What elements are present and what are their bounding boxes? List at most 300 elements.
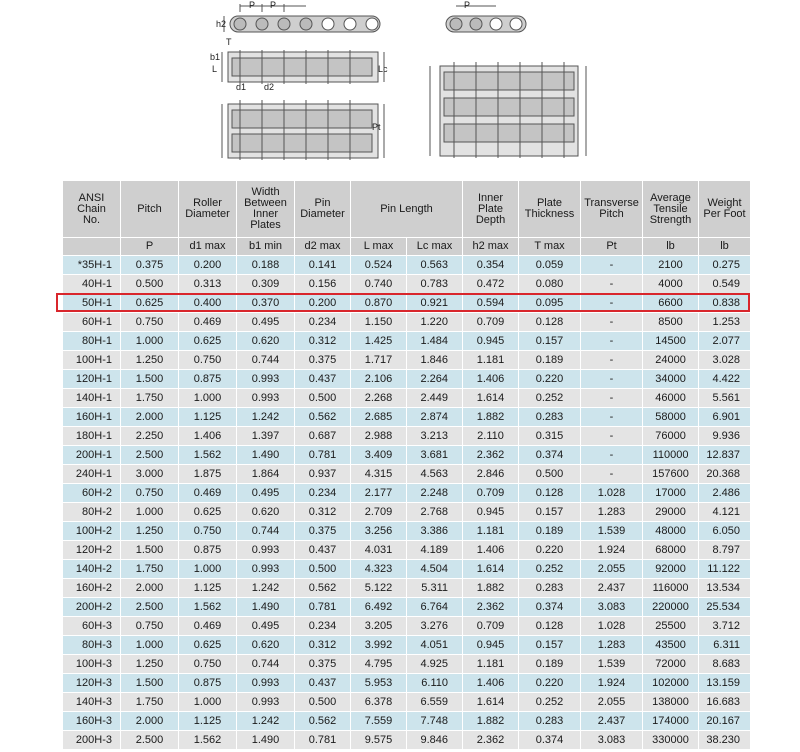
table-cell: 157600 [643, 465, 699, 484]
table-cell: 160H-3 [63, 712, 121, 731]
table-cell: 0.562 [295, 408, 351, 427]
table-row [63, 351, 751, 370]
table-cell: 110000 [643, 446, 699, 465]
table-cell: 1.406 [463, 370, 519, 389]
symbol-cell [63, 238, 121, 256]
table-cell: 1.882 [463, 579, 519, 598]
table-cell: 0.252 [519, 389, 581, 408]
table-cell: 6600 [643, 294, 699, 313]
table-cell: 0.744 [237, 655, 295, 674]
symbol-cell: h2 max [463, 238, 519, 256]
table-cell: 3.386 [407, 522, 463, 541]
table-cell: 0.312 [295, 503, 351, 522]
table-cell: 160H-1 [63, 408, 121, 427]
table-cell: 3.992 [351, 636, 407, 655]
symbol-row [63, 238, 751, 256]
table-cell: 0.562 [295, 712, 351, 731]
table-cell: 6.492 [351, 598, 407, 617]
header-cell: Average Tensile Strength [643, 181, 699, 238]
table-row [63, 256, 751, 275]
symbol-cell: b1 min [237, 238, 295, 256]
table-row [63, 579, 751, 598]
table-cell: 0.875 [179, 370, 237, 389]
table-cell: 1.242 [237, 712, 295, 731]
table-cell: 0.620 [237, 636, 295, 655]
table-cell: 1.028 [581, 484, 643, 503]
table-cell: 0.993 [237, 389, 295, 408]
table-cell: 120H-3 [63, 674, 121, 693]
table-cell: 0.469 [179, 617, 237, 636]
table-cell: 0.354 [463, 256, 519, 275]
table-cell: 29000 [643, 503, 699, 522]
table-cell: - [581, 294, 643, 313]
table-cell: 0.400 [179, 294, 237, 313]
table-cell: 43500 [643, 636, 699, 655]
table-row [63, 674, 751, 693]
table-cell: 0.312 [295, 332, 351, 351]
table-cell: 60H-3 [63, 617, 121, 636]
table-cell: 6.559 [407, 693, 463, 712]
table-cell: 1.924 [581, 541, 643, 560]
dim-label-d2: d2 [264, 82, 275, 92]
table-cell: 2.874 [407, 408, 463, 427]
table-cell: - [581, 446, 643, 465]
table-cell: - [581, 408, 643, 427]
triple-chain-side-view [446, 6, 526, 32]
table-cell: 0.993 [237, 560, 295, 579]
table-cell: 0.921 [407, 294, 463, 313]
dim-label-p1: P [249, 0, 256, 10]
table-cell: 4.189 [407, 541, 463, 560]
symbol-cell: L max [351, 238, 407, 256]
table-cell: 1.562 [179, 446, 237, 465]
table-cell: 0.437 [295, 674, 351, 693]
table-cell: 25500 [643, 617, 699, 636]
table-cell: 2.486 [699, 484, 751, 503]
table-cell: 4.504 [407, 560, 463, 579]
table-cell: 0.189 [519, 522, 581, 541]
table-row [63, 294, 751, 313]
single-chain-side-view [224, 4, 380, 32]
chain-diagrams [0, 0, 800, 176]
table-cell: 0.437 [295, 541, 351, 560]
table-cell: 0.375 [295, 351, 351, 370]
table-cell: 0.309 [237, 275, 295, 294]
table-cell: 100H-1 [63, 351, 121, 370]
header-cell: Transverse Pitch [581, 181, 643, 238]
table-row [63, 427, 751, 446]
table-cell: 2.177 [351, 484, 407, 503]
table-cell: 2.768 [407, 503, 463, 522]
table-cell: 0.128 [519, 617, 581, 636]
table-cell: 1.924 [581, 674, 643, 693]
table-row [63, 332, 751, 351]
table-cell: 138000 [643, 693, 699, 712]
table-cell: 140H-3 [63, 693, 121, 712]
table-cell: 1.253 [699, 313, 751, 332]
table-row [63, 503, 751, 522]
table-cell: 5.953 [351, 674, 407, 693]
table-cell: 0.283 [519, 408, 581, 427]
table-cell: 0.283 [519, 712, 581, 731]
table-row [63, 541, 751, 560]
table-cell: 0.200 [295, 294, 351, 313]
table-cell: 0.495 [237, 484, 295, 503]
table-cell: 0.500 [519, 465, 581, 484]
header-row [63, 181, 751, 238]
table-cell: 0.750 [179, 351, 237, 370]
table-cell: 0.781 [295, 598, 351, 617]
table-cell: 34000 [643, 370, 699, 389]
header-cell: ANSI Chain No. [63, 181, 121, 238]
table-cell: 1.125 [179, 712, 237, 731]
table-cell: 1.406 [463, 541, 519, 560]
table-cell: 180H-1 [63, 427, 121, 446]
table-cell: *35H-1 [63, 256, 121, 275]
table-cell: 100H-2 [63, 522, 121, 541]
table-cell: 0.080 [519, 275, 581, 294]
table-cell: 5.561 [699, 389, 751, 408]
table-cell: 3.028 [699, 351, 751, 370]
table-cell: 5.311 [407, 579, 463, 598]
table-cell: 20.368 [699, 465, 751, 484]
table-cell: 0.283 [519, 579, 581, 598]
table-row [63, 731, 751, 750]
chain-spec-table [62, 180, 751, 750]
table-cell: 0.838 [699, 294, 751, 313]
table-cell: 0.993 [237, 693, 295, 712]
table-cell: 0.312 [295, 636, 351, 655]
table-cell: 3.681 [407, 446, 463, 465]
table-cell: 0.500 [121, 275, 179, 294]
table-cell: 0.374 [519, 598, 581, 617]
table-cell: 0.472 [463, 275, 519, 294]
table-cell: 1.150 [351, 313, 407, 332]
table-cell: 0.740 [351, 275, 407, 294]
table-cell: 2.000 [121, 712, 179, 731]
table-cell: 100H-3 [63, 655, 121, 674]
table-cell: - [581, 256, 643, 275]
dim-label-lc: Lc [378, 64, 388, 74]
table-cell: 7.748 [407, 712, 463, 731]
table-cell: 1.875 [179, 465, 237, 484]
table-cell: 0.141 [295, 256, 351, 275]
table-cell: 4.323 [351, 560, 407, 579]
table-cell: 2.362 [463, 731, 519, 750]
table-cell: 0.709 [463, 313, 519, 332]
table-row [63, 636, 751, 655]
table-cell: 0.870 [351, 294, 407, 313]
table-cell: 1.028 [581, 617, 643, 636]
table-cell: 1.846 [407, 351, 463, 370]
symbol-cell: lb [643, 238, 699, 256]
table-cell: 0.469 [179, 484, 237, 503]
table-cell: 6.764 [407, 598, 463, 617]
table-cell: 174000 [643, 712, 699, 731]
table-row [63, 693, 751, 712]
table-cell: 3.205 [351, 617, 407, 636]
table-cell: 1.490 [237, 731, 295, 750]
table-cell: 0.625 [121, 294, 179, 313]
table-cell: 1.250 [121, 351, 179, 370]
table-cell: 3.712 [699, 617, 751, 636]
table-cell: 0.993 [237, 541, 295, 560]
table-cell: 6.050 [699, 522, 751, 541]
table-row [63, 484, 751, 503]
table-cell: 116000 [643, 579, 699, 598]
table-cell: 2.264 [407, 370, 463, 389]
table-cell: 0.744 [237, 351, 295, 370]
table-cell: 2.106 [351, 370, 407, 389]
table-cell: 4.563 [407, 465, 463, 484]
table-cell: - [581, 370, 643, 389]
header-cell: Plate Thickness [519, 181, 581, 238]
table-cell: 1.406 [463, 674, 519, 693]
table-cell: 9.936 [699, 427, 751, 446]
table-cell: 7.559 [351, 712, 407, 731]
table-cell: 0.687 [295, 427, 351, 446]
table-cell: 0.875 [179, 541, 237, 560]
table-cell: 2.055 [581, 560, 643, 579]
table-cell: - [581, 427, 643, 446]
table-cell: 0.234 [295, 484, 351, 503]
table-cell: 76000 [643, 427, 699, 446]
table-cell: 1.242 [237, 579, 295, 598]
table-cell: 0.157 [519, 636, 581, 655]
table-cell: 1.250 [121, 522, 179, 541]
table-cell: 4.121 [699, 503, 751, 522]
table-cell: 16.683 [699, 693, 751, 712]
table-cell: 0.500 [295, 560, 351, 579]
table-cell: 3.276 [407, 617, 463, 636]
table-cell: 60H-1 [63, 313, 121, 332]
dim-label-h2: h2 [216, 19, 227, 29]
table-cell: 0.709 [463, 484, 519, 503]
symbol-cell: Lc max [407, 238, 463, 256]
table-cell: 0.495 [237, 617, 295, 636]
table-cell: 0.620 [237, 503, 295, 522]
table-cell: 2.437 [581, 579, 643, 598]
table-cell: 1.397 [237, 427, 295, 446]
table-cell: 13.534 [699, 579, 751, 598]
table-cell: 92000 [643, 560, 699, 579]
table-cell: 24000 [643, 351, 699, 370]
symbol-cell: d1 max [179, 238, 237, 256]
table-cell: 3.083 [581, 598, 643, 617]
dim-label-pt-left: Pt [372, 122, 381, 132]
table-cell: 0.495 [237, 313, 295, 332]
table-cell: 1.425 [351, 332, 407, 351]
table-cell: 58000 [643, 408, 699, 427]
table-cell: 80H-2 [63, 503, 121, 522]
table-cell: 0.375 [295, 655, 351, 674]
table-cell: 8.683 [699, 655, 751, 674]
table-cell: 2.449 [407, 389, 463, 408]
table-row [63, 408, 751, 427]
table-cell: 1.562 [179, 731, 237, 750]
table-cell: 140H-2 [63, 560, 121, 579]
table-cell: 0.189 [519, 351, 581, 370]
table-cell: 1.614 [463, 693, 519, 712]
table-cell: 2.362 [463, 598, 519, 617]
table-cell: 17000 [643, 484, 699, 503]
table-cell: 0.469 [179, 313, 237, 332]
table-row [63, 560, 751, 579]
table-cell: 40H-1 [63, 275, 121, 294]
table-cell: 2.268 [351, 389, 407, 408]
symbol-cell: Pt [581, 238, 643, 256]
table-cell: 1.562 [179, 598, 237, 617]
table-cell: 0.945 [463, 503, 519, 522]
table-cell: - [581, 275, 643, 294]
table-cell: 0.200 [179, 256, 237, 275]
table-cell: 0.500 [295, 389, 351, 408]
table-cell: 1.500 [121, 674, 179, 693]
table-cell: 1.000 [179, 560, 237, 579]
table-cell: 48000 [643, 522, 699, 541]
table-cell: 1.539 [581, 522, 643, 541]
table-cell: 0.437 [295, 370, 351, 389]
symbol-cell: T max [519, 238, 581, 256]
table-cell: - [581, 351, 643, 370]
table-cell: 60H-2 [63, 484, 121, 503]
table-cell: 160H-2 [63, 579, 121, 598]
table-cell: 0.549 [699, 275, 751, 294]
table-cell: 0.594 [463, 294, 519, 313]
header-cell: Inner Plate Depth [463, 181, 519, 238]
table-cell: 0.563 [407, 256, 463, 275]
table-cell: 9.846 [407, 731, 463, 750]
table-cell: 0.095 [519, 294, 581, 313]
table-cell: 1.882 [463, 712, 519, 731]
table-row [63, 446, 751, 465]
header-cell: Width Between Inner Plates [237, 181, 295, 238]
header-cell: Roller Diameter [179, 181, 237, 238]
table-cell: 0.128 [519, 313, 581, 332]
table-cell: 1.125 [179, 579, 237, 598]
table-cell: 1.490 [237, 598, 295, 617]
table-cell: 0.220 [519, 541, 581, 560]
table-cell: 12.837 [699, 446, 751, 465]
table-cell: 0.252 [519, 693, 581, 712]
table-cell: 2.110 [463, 427, 519, 446]
triple-chain-top-view [430, 62, 586, 158]
table-cell: 0.781 [295, 731, 351, 750]
symbol-cell: P [121, 238, 179, 256]
table-cell: 1.406 [179, 427, 237, 446]
table-cell: 1.717 [351, 351, 407, 370]
table-cell: 200H-3 [63, 731, 121, 750]
header-cell: Pitch [121, 181, 179, 238]
table-cell: 0.375 [295, 522, 351, 541]
table-cell: 8.797 [699, 541, 751, 560]
table-cell: 0.220 [519, 370, 581, 389]
table-cell: 140H-1 [63, 389, 121, 408]
table-cell: 1.000 [121, 636, 179, 655]
table-cell: 46000 [643, 389, 699, 408]
table-cell: 11.122 [699, 560, 751, 579]
table-cell: 0.937 [295, 465, 351, 484]
table-cell: - [581, 332, 643, 351]
table-cell: 3.409 [351, 446, 407, 465]
table-cell: 0.156 [295, 275, 351, 294]
table-cell: 20.167 [699, 712, 751, 731]
table-cell: 5.122 [351, 579, 407, 598]
table-cell: 2.685 [351, 408, 407, 427]
table-cell: 2.500 [121, 598, 179, 617]
table-cell: 0.157 [519, 332, 581, 351]
table-row [63, 617, 751, 636]
table-cell: 0.375 [121, 256, 179, 275]
table-cell: 2.000 [121, 579, 179, 598]
table-cell: 6.378 [351, 693, 407, 712]
table-cell: 1.250 [121, 655, 179, 674]
table-cell: 120H-2 [63, 541, 121, 560]
table-cell: 1.882 [463, 408, 519, 427]
symbol-cell: d2 max [295, 238, 351, 256]
table-row [63, 275, 751, 294]
table-cell: 1.242 [237, 408, 295, 427]
table-cell: 0.234 [295, 313, 351, 332]
dim-label-t: T [226, 37, 232, 47]
table-cell: 0.993 [237, 370, 295, 389]
header-cell: Pin Length [351, 181, 463, 238]
table-cell: 8500 [643, 313, 699, 332]
symbol-cell: lb [699, 238, 751, 256]
table-cell: 1.490 [237, 446, 295, 465]
table-cell: - [581, 465, 643, 484]
table-cell: 3.083 [581, 731, 643, 750]
table-cell: - [581, 389, 643, 408]
table-cell: 2.500 [121, 731, 179, 750]
table-body [63, 256, 751, 750]
table-cell: 0.993 [237, 674, 295, 693]
table-cell: 2100 [643, 256, 699, 275]
table-cell: 0.374 [519, 731, 581, 750]
table-cell: 80H-1 [63, 332, 121, 351]
table-cell: 4.031 [351, 541, 407, 560]
table-cell: 50H-1 [63, 294, 121, 313]
header-cell: Pin Diameter [295, 181, 351, 238]
table-cell: 2.988 [351, 427, 407, 446]
table-cell: 4.422 [699, 370, 751, 389]
table-cell: 0.625 [179, 503, 237, 522]
table-cell: 1.000 [121, 332, 179, 351]
table-cell: 9.575 [351, 731, 407, 750]
roller-chain-drawings [0, 0, 800, 176]
table-cell: 6.901 [699, 408, 751, 427]
table-cell: 0.234 [295, 617, 351, 636]
table-cell: 0.374 [519, 446, 581, 465]
table-cell: 4.925 [407, 655, 463, 674]
table-cell: 0.750 [179, 522, 237, 541]
table-cell: 1.750 [121, 693, 179, 712]
table-cell: 0.252 [519, 560, 581, 579]
table-cell: 1.500 [121, 370, 179, 389]
dim-label-p2: P [270, 0, 277, 10]
table-cell: 0.370 [237, 294, 295, 313]
table-cell: 2.500 [121, 446, 179, 465]
table-cell: 4000 [643, 275, 699, 294]
table-row [63, 370, 751, 389]
table-cell: 1.864 [237, 465, 295, 484]
table-cell: 0.750 [121, 617, 179, 636]
table-cell: 38.230 [699, 731, 751, 750]
dim-label-p3: P [464, 0, 471, 10]
table-cell: 68000 [643, 541, 699, 560]
table-row [63, 712, 751, 731]
table-cell: 3.213 [407, 427, 463, 446]
